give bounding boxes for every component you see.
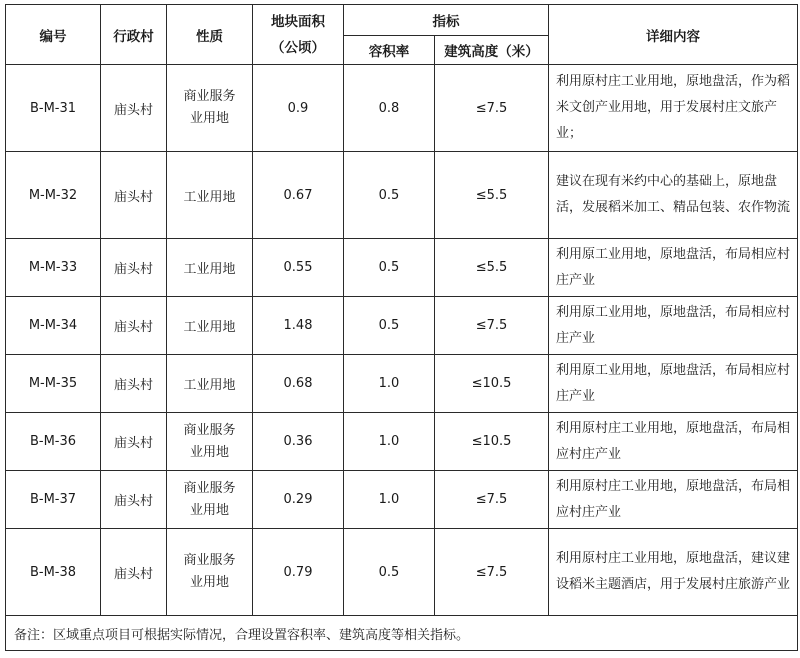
cell-area: 0.9 (253, 65, 344, 152)
header-nature: 性质 (167, 5, 253, 65)
cell-height: ≤5.5 (435, 239, 549, 297)
cell-id: M-M-35 (6, 355, 101, 413)
cell-detail: 利用原村庄工业用地，原地盘活，布局相应村庄产业 (549, 471, 798, 529)
cell-far: 0.5 (344, 297, 435, 355)
table-row (6, 239, 798, 297)
cell-far: 1.0 (344, 471, 435, 529)
cell-id: M-M-34 (6, 297, 101, 355)
cell-far: 0.8 (344, 65, 435, 152)
header-village: 行政村 (101, 5, 167, 65)
cell-height: ≤7.5 (435, 297, 549, 355)
cell-nature: 工业用地 (167, 152, 253, 239)
cell-village: 庙头村 (101, 471, 167, 529)
table-row (6, 413, 798, 471)
cell-detail: 利用原工业用地，原地盘活，布局相应村庄产业 (549, 355, 798, 413)
cell-village: 庙头村 (101, 355, 167, 413)
cell-area: 0.67 (253, 152, 344, 239)
cell-area: 0.79 (253, 529, 344, 616)
cell-height: ≤7.5 (435, 65, 549, 152)
table-row (6, 65, 798, 152)
header-area-unit: （公顷） (271, 39, 325, 56)
cell-nature (167, 65, 253, 152)
cell-id: B-M-38 (6, 529, 101, 616)
cell-village: 庙头村 (101, 239, 167, 297)
cell-detail: 利用原工业用地，原地盘活，布局相应村庄产业 (549, 297, 798, 355)
plot-table-wrapper (5, 4, 797, 651)
cell-far: 0.5 (344, 239, 435, 297)
cell-detail: 利用原村庄工业用地，原地盘活，布局相应村庄产业 (549, 413, 798, 471)
cell-detail: 建议在现有米约中心的基础上，原地盘活，发展稻米加工、精品包装、农作物流 (549, 152, 798, 239)
cell-id: M-M-32 (6, 152, 101, 239)
cell-village: 庙头村 (101, 529, 167, 616)
cell-id: B-M-31 (6, 65, 101, 152)
header-height: 建筑高度（米） (435, 36, 549, 65)
cell-detail: 利用原村庄工业用地，原地盘活，建议建设稻米主题酒店，用于发展村庄旅游产业 (549, 529, 798, 616)
cell-far: 0.5 (344, 529, 435, 616)
cell-nature-text: 商业服务业用地 (183, 89, 236, 126)
cell-id: B-M-37 (6, 471, 101, 529)
table-row (6, 152, 798, 239)
header-area (253, 5, 344, 65)
cell-far: 1.0 (344, 355, 435, 413)
table-row (6, 297, 798, 355)
cell-detail: 利用原工业用地，原地盘活，布局相应村庄产业 (549, 239, 798, 297)
header-indicators: 指标 (344, 5, 549, 36)
cell-village: 庙头村 (101, 152, 167, 239)
cell-far: 1.0 (344, 413, 435, 471)
header-area-label: 地块面积 (271, 13, 325, 30)
cell-nature: 工业用地 (167, 297, 253, 355)
cell-area: 1.48 (253, 297, 344, 355)
cell-height: ≤7.5 (435, 529, 549, 616)
cell-nature-text: 商业服务业用地 (183, 553, 236, 590)
table-header-row (6, 5, 798, 36)
table-row (6, 529, 798, 616)
header-detail: 详细内容 (549, 5, 798, 65)
cell-height: ≤10.5 (435, 355, 549, 413)
cell-nature: 工业用地 (167, 239, 253, 297)
cell-id: B-M-36 (6, 413, 101, 471)
cell-village: 庙头村 (101, 65, 167, 152)
cell-nature-text: 商业服务业用地 (183, 480, 236, 518)
note-row (6, 616, 798, 651)
cell-village: 庙头村 (101, 297, 167, 355)
cell-area: 0.36 (253, 413, 344, 471)
cell-id: M-M-33 (6, 239, 101, 297)
plot-indicator-table (5, 4, 798, 651)
cell-nature (167, 529, 253, 616)
cell-height: ≤7.5 (435, 471, 549, 529)
cell-village: 庙头村 (101, 413, 167, 471)
cell-height: ≤10.5 (435, 413, 549, 471)
cell-area: 0.55 (253, 239, 344, 297)
cell-nature-text: 商业服务业用地 (183, 422, 236, 460)
cell-area: 0.29 (253, 471, 344, 529)
header-far: 容积率 (344, 36, 435, 65)
table-note: 备注：区域重点项目可根据实际情况，合理设置容积率、建筑高度等相关指标。 (6, 616, 798, 651)
cell-height: ≤5.5 (435, 152, 549, 239)
cell-far: 0.5 (344, 152, 435, 239)
cell-nature: 工业用地 (167, 355, 253, 413)
cell-detail: 利用原村庄工业用地，原地盘活，作为稻米文创产业用地，用于发展村庄文旅产业； (549, 65, 798, 152)
cell-nature (167, 413, 253, 471)
table-row (6, 471, 798, 529)
header-id: 编号 (6, 5, 101, 65)
table-row (6, 355, 798, 413)
cell-area: 0.68 (253, 355, 344, 413)
cell-nature (167, 471, 253, 529)
